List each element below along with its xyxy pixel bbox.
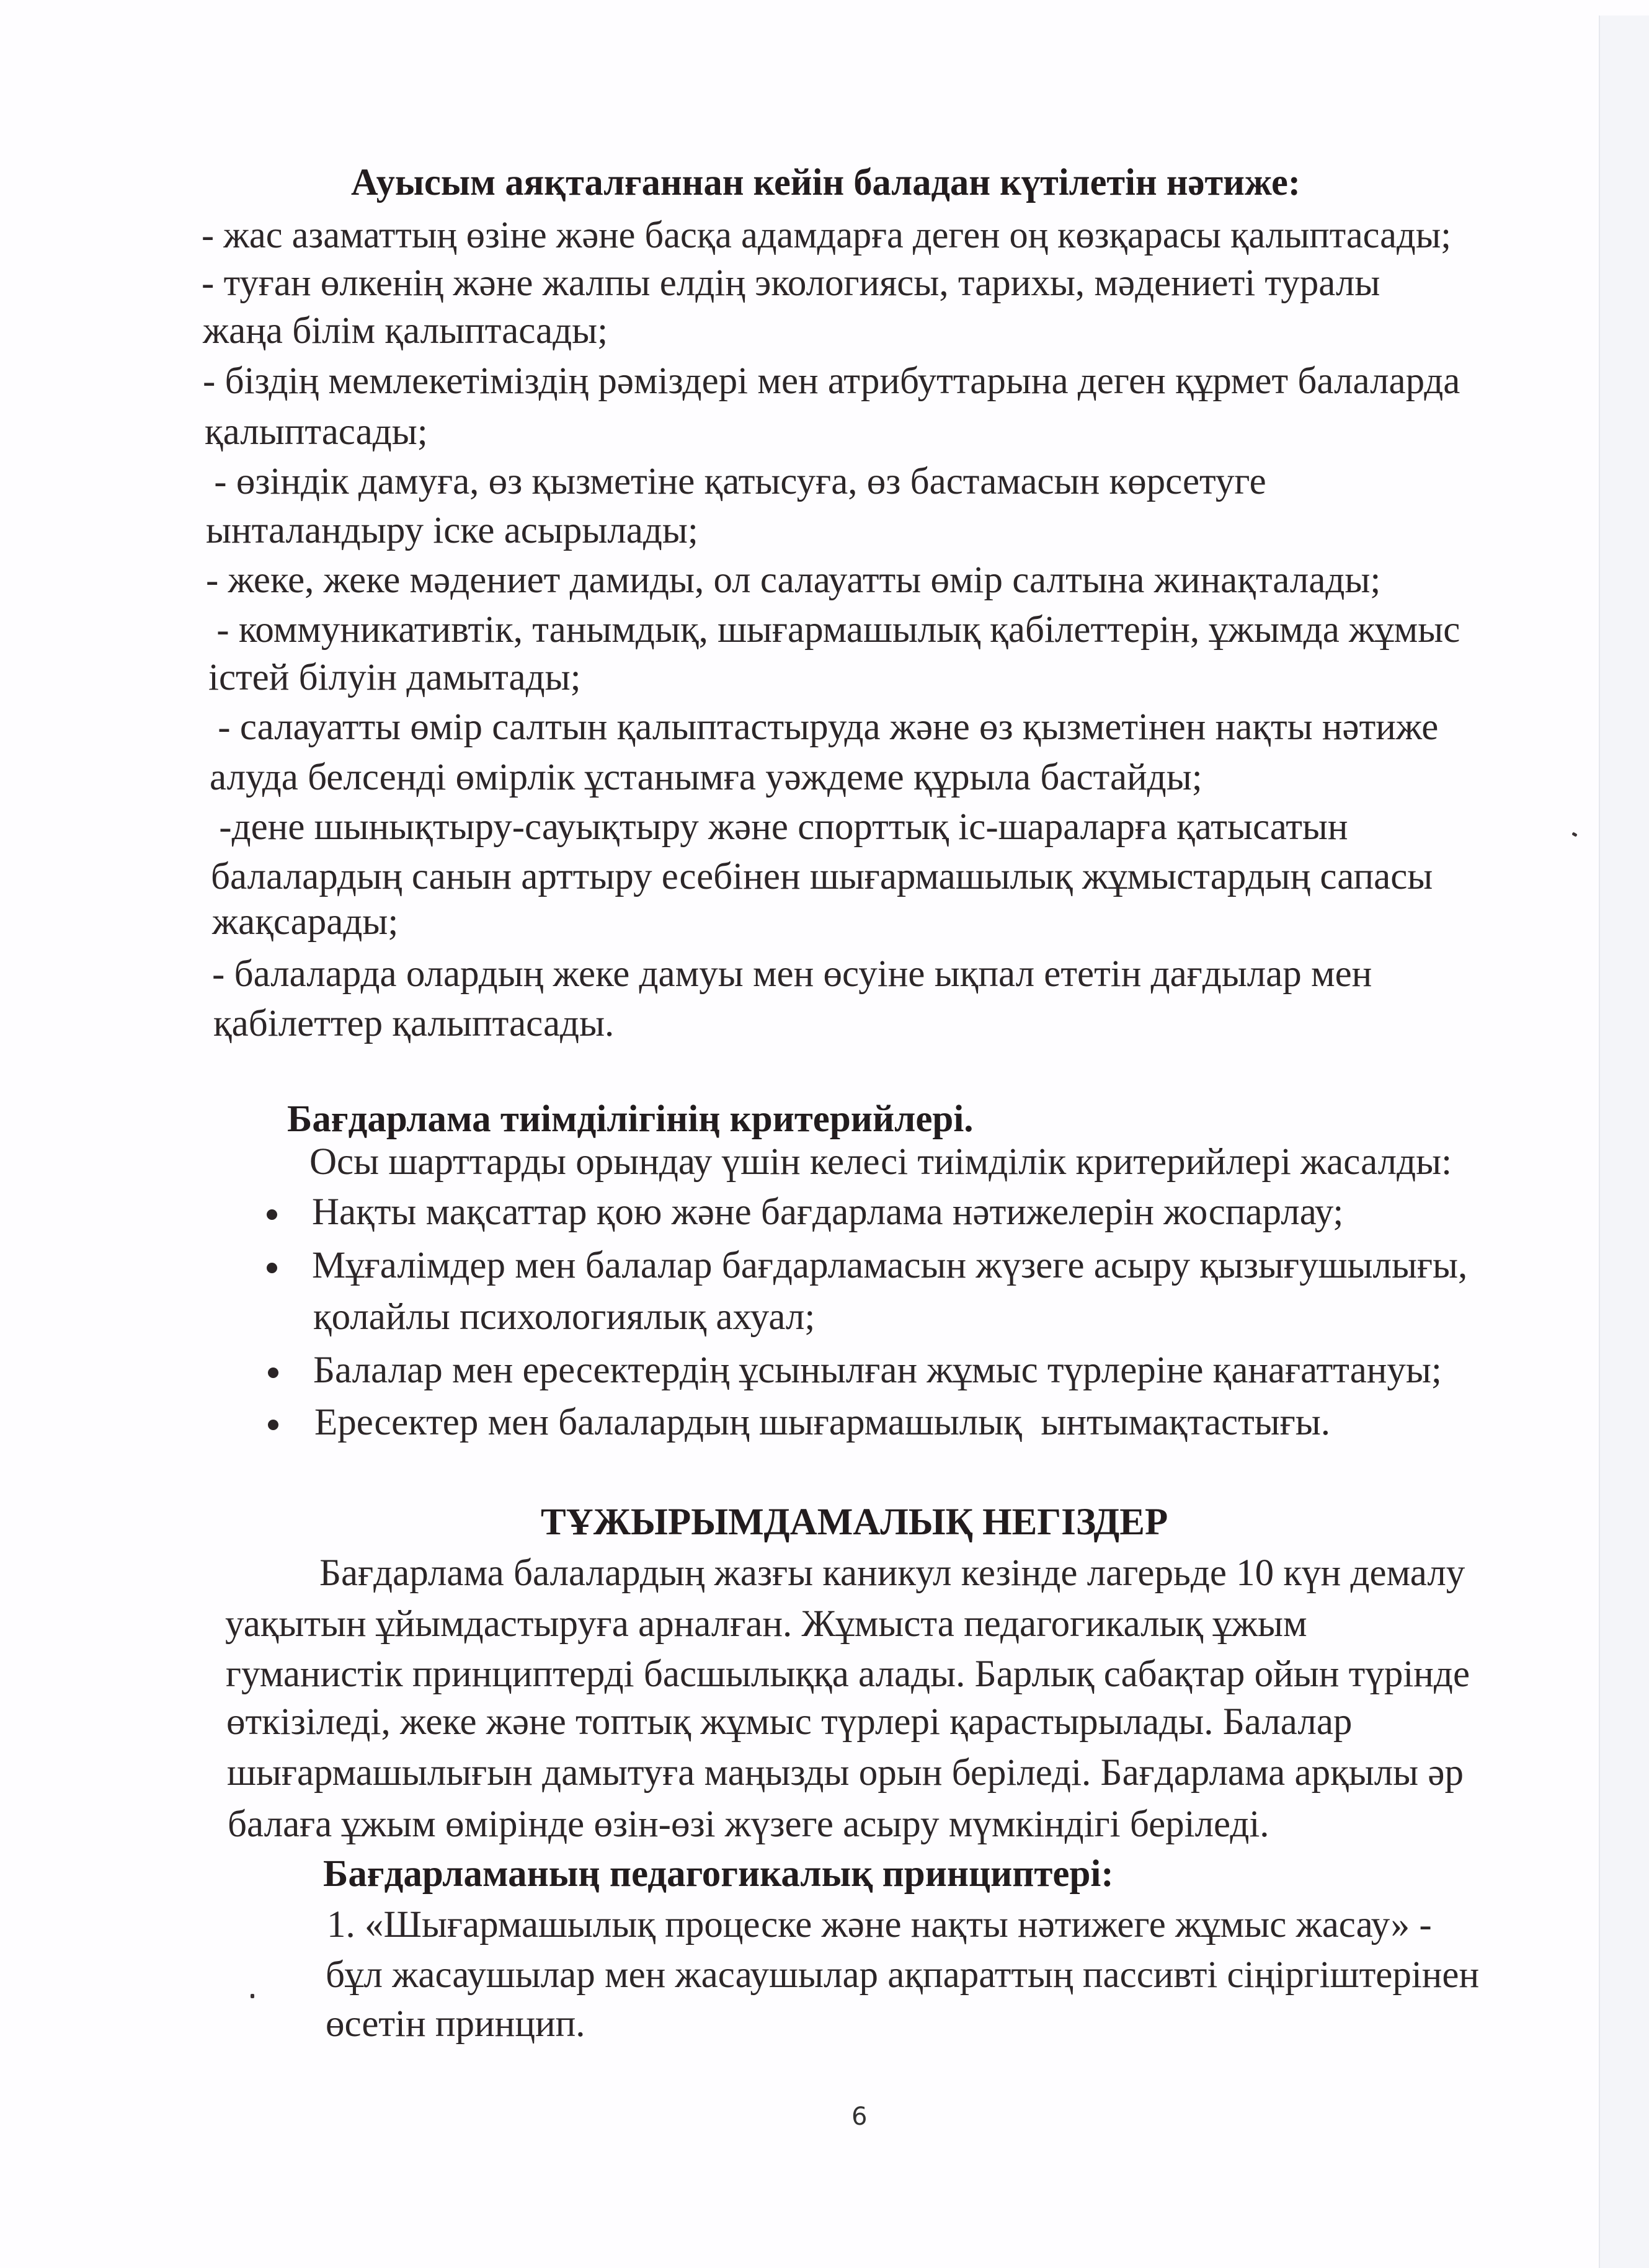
criteria-item: Балалар мен ересектердің ұсынылған жұмыс түрлеріне қанағаттануы; (313, 1349, 1442, 1391)
scan-edge (1599, 16, 1649, 2268)
result-line: - жас азаматтың өзіне және басқа адамдарға деген оң көзқарасы қалыптасады; (202, 214, 1452, 256)
bullet-icon (268, 1367, 278, 1378)
result-line: жаңа білім қалыптасады; (203, 309, 608, 352)
bullet-icon (268, 1420, 278, 1430)
result-line: - салауатты өмір салтын қалыптастыруда және өз қызметінен нақты нәтиже (208, 706, 1439, 748)
criteria-item: Мұғалімдер мен балалар бағдарламасын жүзеге асыру қызығушылығы, (312, 1244, 1468, 1286)
criteria-item-continuation: қолайлы психологиялық ахуал; (313, 1296, 816, 1338)
result-line: -дене шынықтыру-сауықтыру және спорттық іс-шараларға қатысатын (210, 806, 1348, 848)
result-line: жақсарады; (212, 901, 399, 943)
criteria-item: Нақты мақсаттар қою және бағдарлама нәтижелерін жоспарлау; (312, 1191, 1344, 1233)
principle-line: бұл жасаушылар мен жасаушылар ақпараттың пассивті сіңіргіштерінен (326, 1954, 1480, 1996)
page-number: 6 (851, 2102, 868, 2131)
result-line: - коммуникативтік, танымдық, шығармашылық қабілеттерін, ұжымда жұмыс (207, 608, 1460, 651)
section1-title: Ауысым аяқталғаннан кейін баладан күтілетін нәтиже: (351, 161, 1300, 203)
paragraph-line: балаға ұжым өмірінде өзін-өзі жүзеге асыру мүмкіндігі беріледі. (228, 1803, 1269, 1845)
result-line: балалардың санын арттыру есебінен шығармашылық жұмыстардың сапасы (211, 855, 1433, 897)
result-line: - біздің мемлекетіміздің рәміздері мен атрибуттарына деген құрмет балаларда (203, 360, 1460, 402)
criteria-item: Ересектер мен балалардың шығармашылық ынтымақтастығы. (314, 1401, 1330, 1443)
bullet-icon (267, 1209, 277, 1220)
result-line: ынталандыру іске асырылады; (206, 509, 698, 551)
scan-speck (251, 1994, 254, 1998)
result-line: істей білуін дамытады; (208, 656, 581, 698)
principle-line: өсетін принцип. (326, 2003, 585, 2045)
paragraph-line: уақытын ұйымдастыруға арналған. Жұмыста педагогикалық ұжым (225, 1603, 1307, 1645)
principle-line: 1. «Шығармашылық процеске және нақты нәтижеге жұмыс жасау» - (327, 1903, 1432, 1946)
paragraph-line: гуманистік принциптерді басшылыққа алады. Барлық сабақтар ойын түрінде (226, 1653, 1470, 1695)
result-line: - өзіндік дамуға, өз қызметіне қатысуға, өз бастамасын көрсетуге (205, 460, 1266, 502)
concept-heading: ТҰЖЫРЫМДАМАЛЫҚ НЕГІЗДЕР (541, 1501, 1168, 1543)
criteria-heading: Бағдарлама тиімділігінің критерийлері. (287, 1098, 974, 1140)
result-line: - туған өлкенің және жалпы елдің экологиясы, тарихы, мәдениеті туралы (202, 262, 1380, 304)
paragraph-line: өткізіледі, жеке және топтық жұмыс түрлері қарастырылады. Балалар (226, 1701, 1353, 1743)
result-line: - балаларда олардың жеке дамуы мен өсуіне ықпал ететін дағдылар мен (212, 953, 1372, 995)
result-line: қалыптасады; (205, 411, 428, 453)
bullet-icon (267, 1263, 277, 1273)
result-line: - жеке, жеке мәдениет дамиды, ол салауатты өмір салтына жинақталады; (206, 559, 1381, 601)
result-line: алуда белсенді өмірлік ұстанымға уәждеме құрыла бастайды; (210, 756, 1202, 798)
scan-speck (1571, 832, 1577, 837)
paragraph-line: Бағдарлама балалардың жазғы каникул кезінде лагерьде 10 күн демалу (319, 1552, 1465, 1594)
criteria-intro: Осы шарттарды орындау үшін келесі тиімділік критерийлері жасалды: (309, 1141, 1452, 1183)
paragraph-line: шығармашылығын дамытуға маңызды орын беріледі. Бағдарлама арқылы әр (227, 1751, 1464, 1794)
principles-heading: Бағдарламаның педагогикалық принциптері: (323, 1852, 1114, 1895)
result-line: қабілеттер қалыптасады. (213, 1002, 615, 1044)
